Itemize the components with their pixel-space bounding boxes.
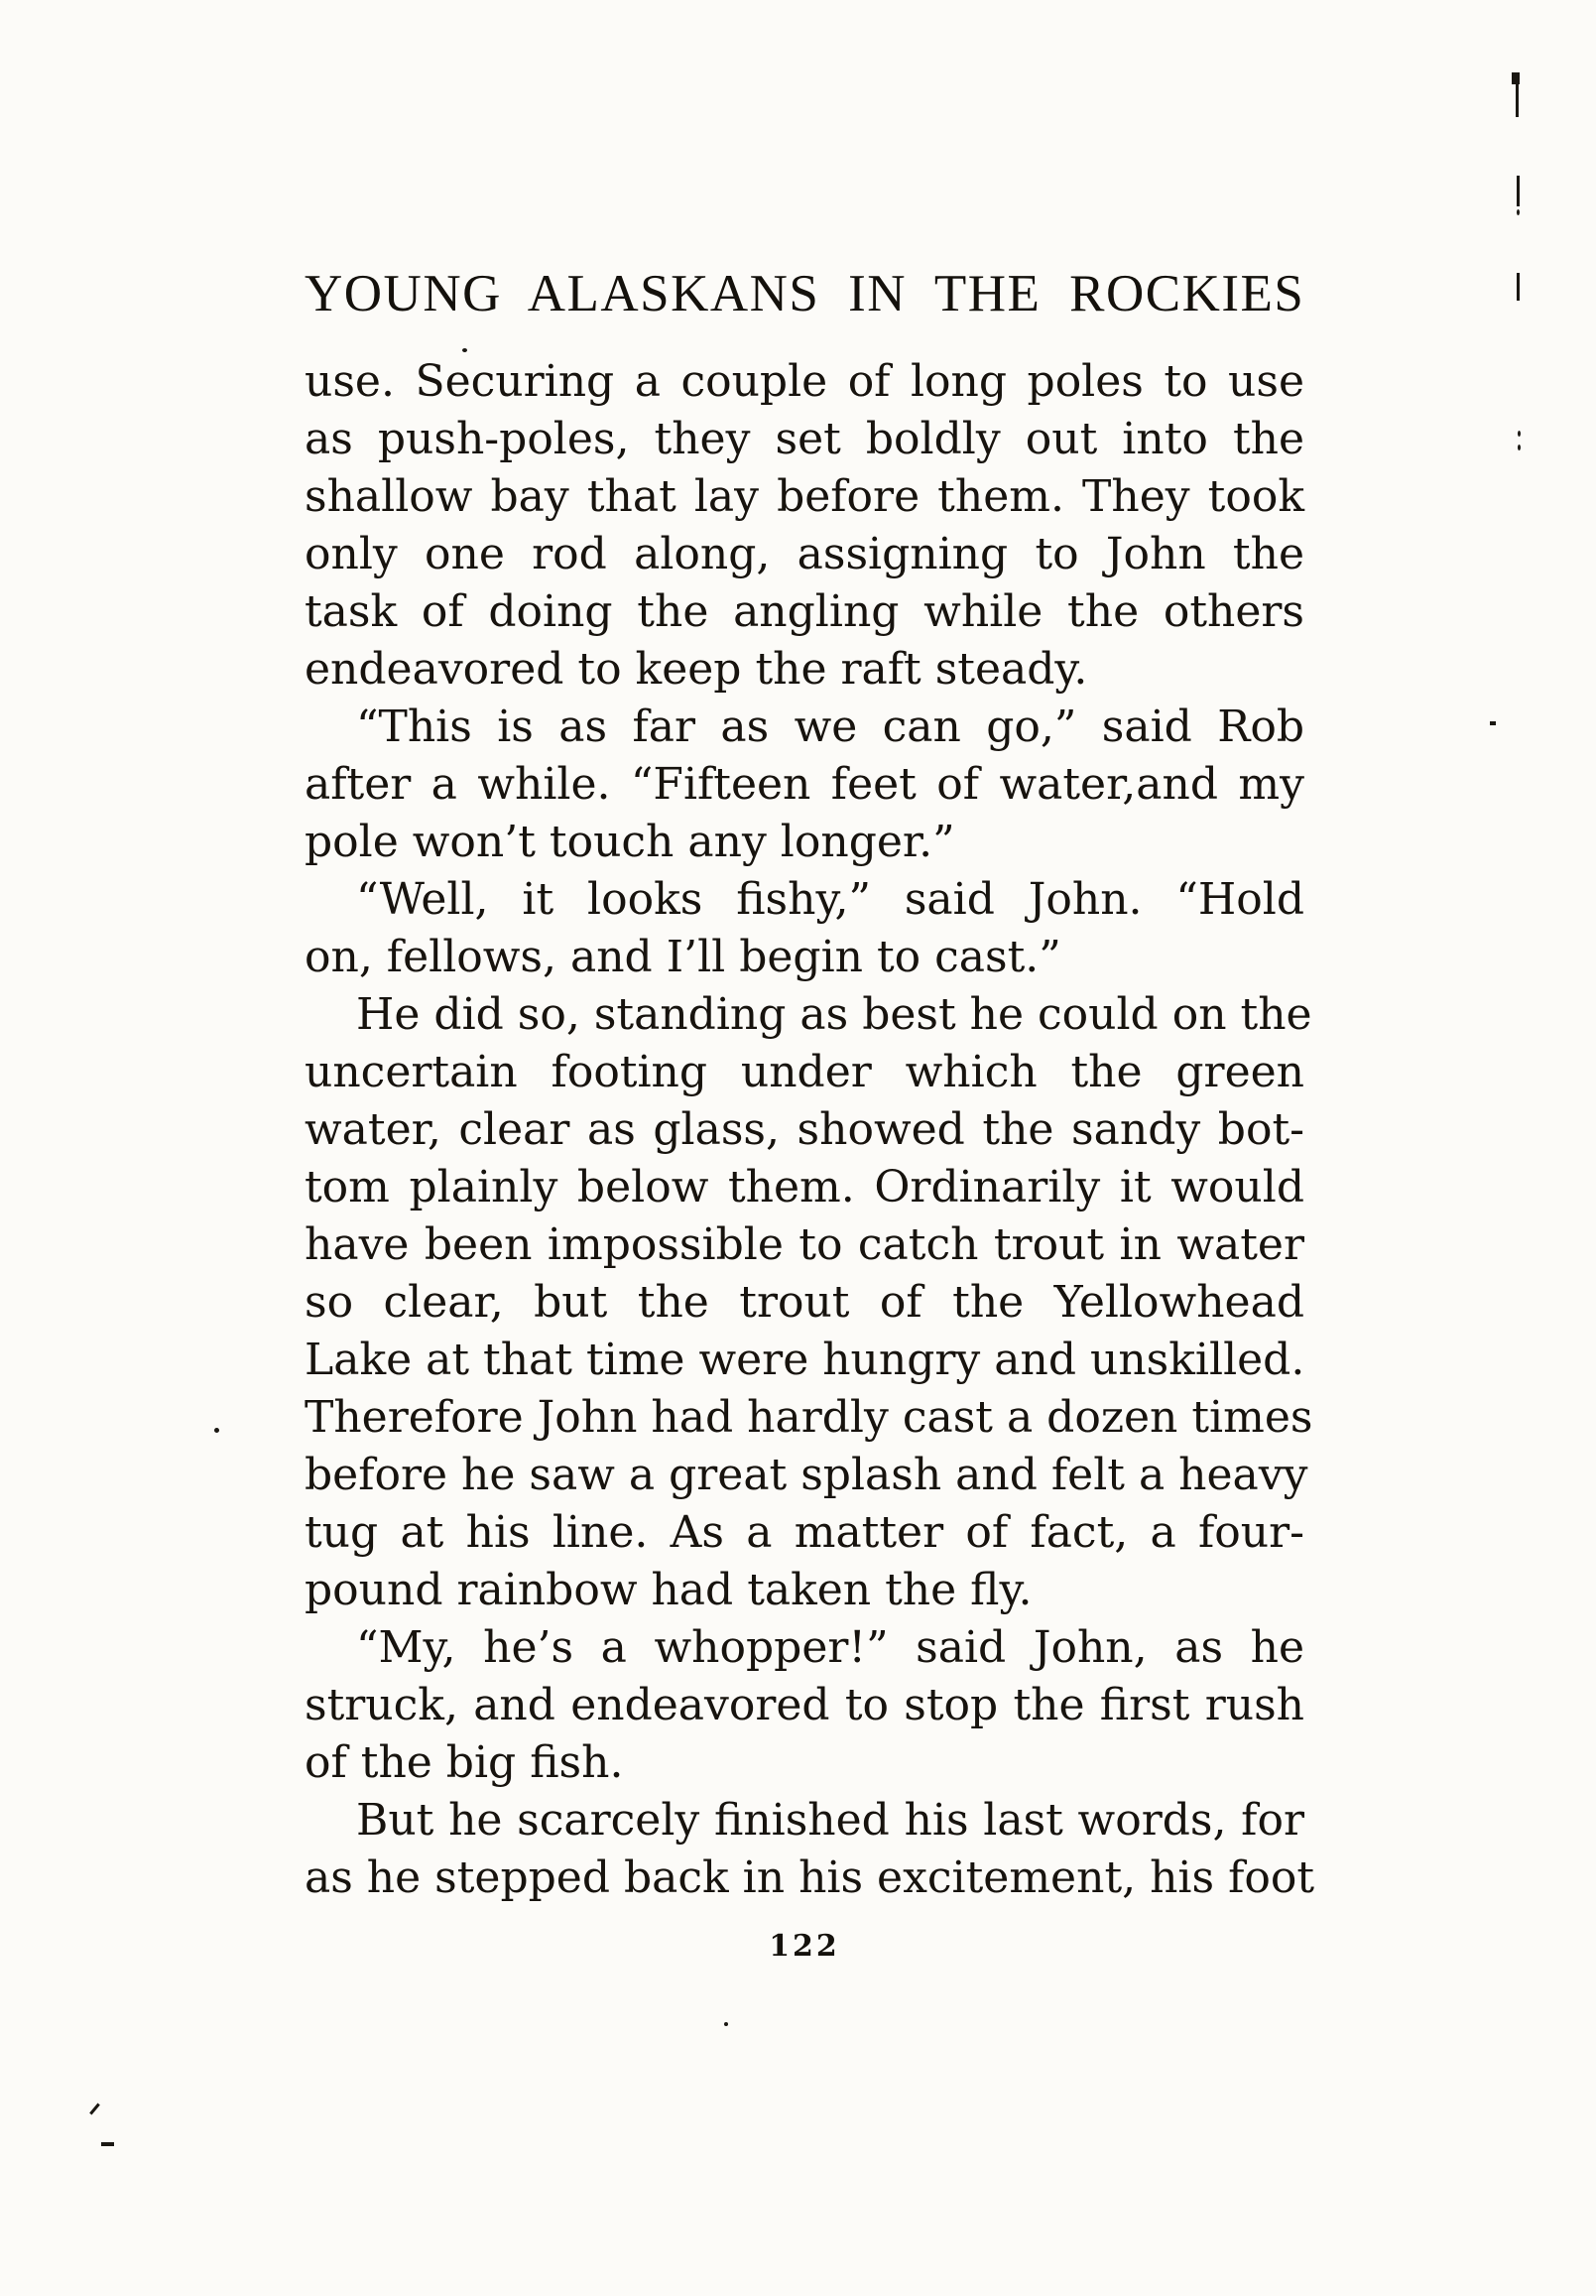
text-line: He did so, standing as best he could on the xyxy=(356,989,1312,1040)
scan-artifact-edge-line xyxy=(1517,176,1520,206)
text-line: have been impossible to catch trout in water xyxy=(305,1219,1304,1270)
text-line: But he scarcely finished his last words, for xyxy=(356,1795,1304,1846)
text-line: “My, he’s a whopper!” said John, as he xyxy=(356,1622,1304,1673)
text-line: “Well, it looks fishy,” said John. “Hold xyxy=(356,874,1304,925)
text-line: of the big fish. xyxy=(305,1737,624,1788)
text-line: after a while. “Fifteen feet of water,and my xyxy=(305,759,1304,810)
text-line: tom plainly below them. Ordinarily it would xyxy=(305,1162,1304,1212)
text-line: as push-poles, they set boldly out into the xyxy=(305,414,1304,464)
scan-artifact-speck xyxy=(101,2142,114,2146)
text-line: struck, and endeavored to stop the first rush xyxy=(305,1680,1304,1730)
text-line: Lake at that time were hungry and unskilled. xyxy=(305,1335,1305,1385)
scan-artifact-speck xyxy=(1518,445,1521,450)
text-line: use. Securing a couple of long poles to use xyxy=(305,356,1304,407)
text-line: only one rod along, assigning to John the xyxy=(305,529,1304,579)
scan-artifact-speck xyxy=(1518,431,1521,437)
text-line: as he stepped back in his excitement, his foot xyxy=(305,1852,1315,1903)
text-line: tug at his line. As a matter of fact, a four- xyxy=(305,1507,1304,1558)
text-line: Therefore John had hardly cast a dozen times xyxy=(305,1392,1313,1443)
text-line: endeavored to keep the raft steady. xyxy=(305,644,1088,695)
scan-artifact-edge-line xyxy=(1512,72,1520,84)
text-line: shallow bay that lay before them. They took xyxy=(305,471,1304,522)
page-number: 122 xyxy=(769,1929,840,1964)
scan-artifact-speck xyxy=(1517,209,1520,215)
scan-artifact-speck xyxy=(214,1428,219,1433)
scan-artifact-edge-line xyxy=(1517,273,1520,301)
text-line: “This is as far as we can go,” said Rob xyxy=(356,702,1304,752)
text-line: so clear, but the trout of the Yellowhead xyxy=(305,1277,1304,1328)
text-line: uncertain footing under which the green xyxy=(305,1047,1304,1097)
scan-artifact-speck xyxy=(724,2022,728,2026)
scan-artifact-speck xyxy=(462,348,467,352)
text-line: task of doing the angling while the others xyxy=(305,586,1304,637)
text-line: pole won’t touch any longer.” xyxy=(305,817,955,867)
running-header: YOUNG ALASKANS IN THE ROCKIES xyxy=(305,265,1305,322)
text-line: water, clear as glass, showed the sandy bot- xyxy=(305,1104,1304,1155)
scan-artifact-speck xyxy=(1490,721,1496,725)
text-line: pound rainbow had taken the fly. xyxy=(305,1565,1033,1615)
page-body-text xyxy=(305,353,1315,1907)
scan-artifact-speck xyxy=(89,2104,100,2115)
text-line: before he saw a great splash and felt a heavy xyxy=(305,1450,1308,1500)
text-line: on, fellows, and I’ll begin to cast.” xyxy=(305,932,1061,982)
